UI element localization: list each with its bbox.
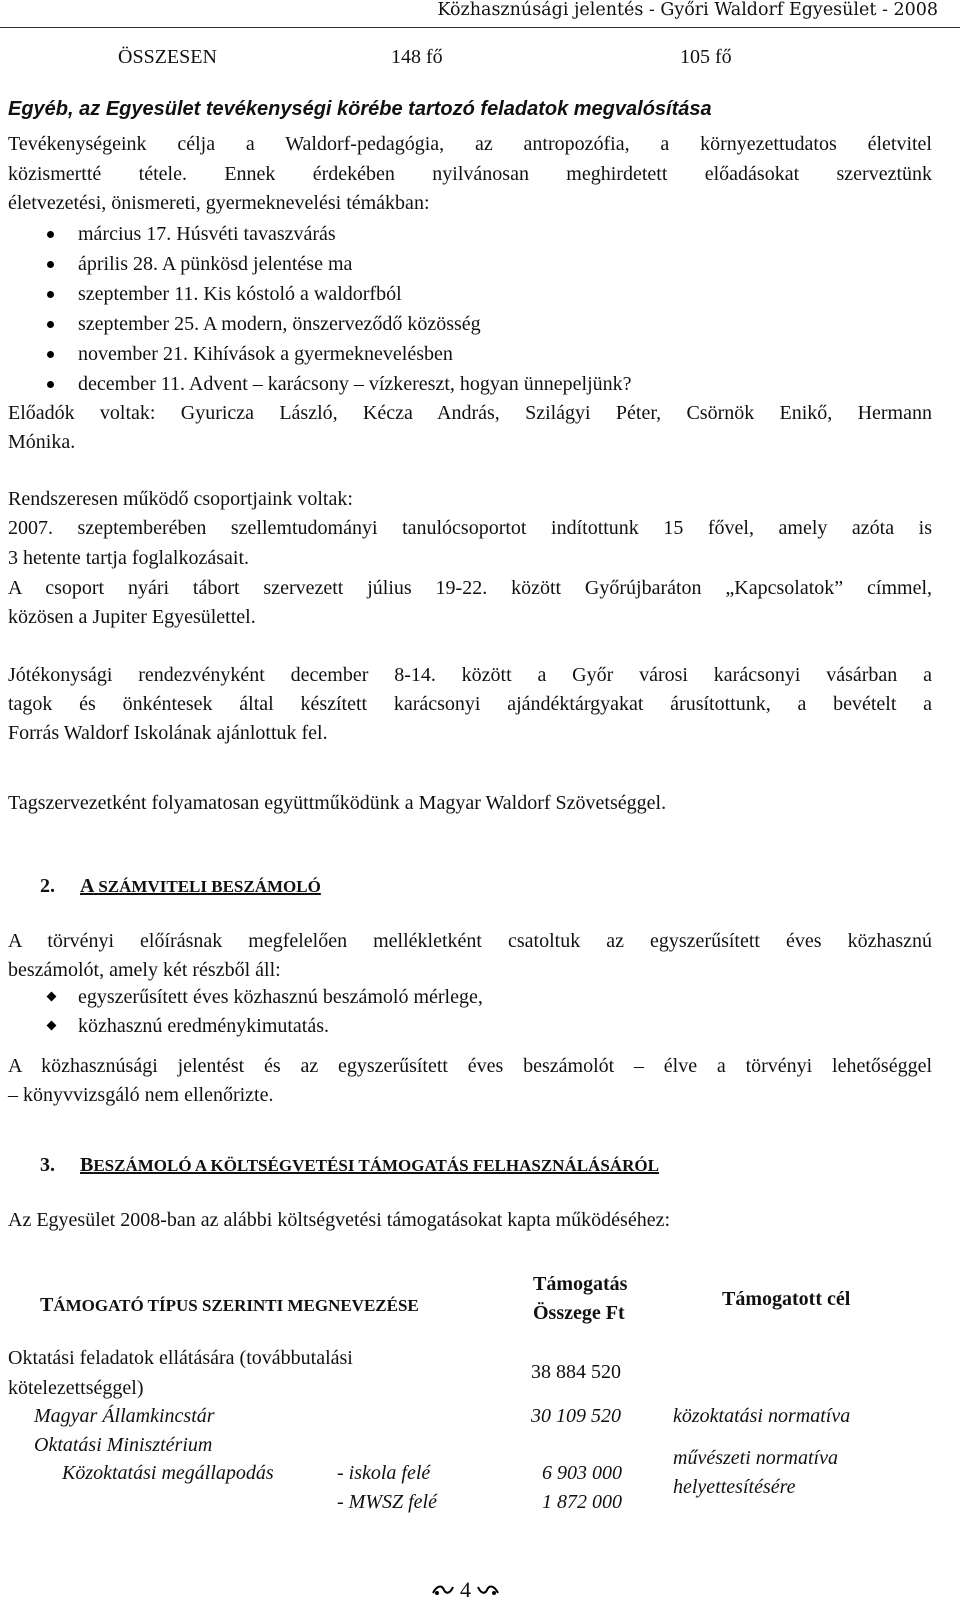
lecture-item: március 17. Húsvéti tavaszvárás bbox=[78, 223, 336, 245]
groups-line-3: A csoport nyári tábort szervezett július 19-22. között Győrújbaráton „Kapcsolatok” címmel, bbox=[8, 577, 932, 599]
bullet-dot-icon bbox=[47, 261, 54, 268]
table-row5-amount: 1 872 000 bbox=[542, 1491, 622, 1513]
table-row4-sub: - iskola felé bbox=[337, 1462, 431, 1484]
section3-number: 3. bbox=[40, 1154, 55, 1176]
summary-value-2: 105 fő bbox=[680, 46, 732, 68]
report-part-item: közhasznú eredménykimutatás. bbox=[78, 1015, 330, 1037]
table-row4-amount: 6 903 000 bbox=[542, 1462, 622, 1484]
report-part-item: egyszerűsített éves közhasznú beszámoló mérlege, bbox=[78, 986, 483, 1008]
section3-title: BESZÁMOLÓ A KÖLTSÉGVETÉSI TÁMOGATÁS FELHASZNÁLÁSÁRÓL bbox=[80, 1154, 659, 1176]
summary-value-1: 148 fő bbox=[391, 46, 443, 68]
table-header-supporter: TÁMOGATÓ TÍPUS SZERINTI MEGNEVEZÉSE bbox=[40, 1294, 419, 1316]
bullet-dot-icon bbox=[47, 291, 54, 298]
table-row2-label: Magyar Államkincstár bbox=[34, 1405, 215, 1427]
table-row1-label-line-1: Oktatási feladatok ellátására (továbbutalási bbox=[8, 1347, 353, 1369]
bullet-diamond-icon bbox=[47, 992, 57, 1002]
table-header-purpose: Támogatott cél bbox=[722, 1288, 851, 1310]
lecture-item: szeptember 25. A modern, önszerveződő közösség bbox=[78, 313, 481, 335]
summary-label: ÖSSZESEN bbox=[118, 46, 217, 68]
running-header: Közhasznúsági jelentés - Győri Waldorf Egyesület - 2008 bbox=[437, 0, 938, 20]
membership-text: Tagszervezetként folyamatosan együttműködünk a Magyar Waldorf Szövetséggel. bbox=[8, 792, 667, 814]
section2-title: A SZÁMVITELI BESZÁMOLÓ bbox=[80, 875, 321, 897]
lecture-item: november 21. Kihívások a gyermeknevelésben bbox=[78, 343, 453, 365]
page-number: 4 bbox=[460, 1577, 471, 1602]
ornament-right-icon bbox=[477, 1583, 499, 1597]
table-header-amount-line-2: Összege Ft bbox=[533, 1302, 625, 1324]
charity-line-2: tagok és önkéntesek által készített karácsonyi ajándéktárgyakat árusítottunk, a bevételt a bbox=[8, 693, 932, 715]
speakers-line-2: Mónika. bbox=[8, 431, 76, 453]
intro-line-1: Tevékenységeink célja a Waldorf-pedagógia, az antropozófia, a környezettudatos életvitel bbox=[8, 133, 932, 155]
charity-line-3: Forrás Waldorf Iskolának ajánlottuk fel. bbox=[8, 722, 328, 744]
section2-para-line-1: A törvényi előírásnak megfelelően mellékletként csatoltuk az egyszerűsített éves közhasznú bbox=[8, 930, 932, 952]
table-row2-amount: 30 109 520 bbox=[531, 1405, 621, 1427]
section3-intro: Az Egyesület 2008-ban az alábbi költségvetési támogatásokat kapta működéséhez: bbox=[8, 1209, 671, 1231]
groups-line-4: közösen a Jupiter Egyesülettel. bbox=[8, 606, 256, 628]
charity-line-1: Jótékonysági rendezvényként december 8-14. között a Győr városi karácsonyi vásárban a bbox=[8, 664, 932, 686]
speakers-line-1: Előadók voltak: Gyuricza László, Kécza András, Szilágyi Péter, Csörnök Enikő, Hermann bbox=[8, 402, 932, 424]
bullet-diamond-icon bbox=[47, 1021, 57, 1031]
table-row1-amount: 38 884 520 bbox=[531, 1361, 621, 1383]
header-rule bbox=[0, 27, 960, 28]
lecture-item: szeptember 11. Kis kóstoló a waldorfból bbox=[78, 283, 402, 305]
ornament-left-icon bbox=[432, 1583, 454, 1597]
section2-para2-line-2: – könyvvizsgáló nem ellenőrizte. bbox=[8, 1084, 274, 1106]
bullet-dot-icon bbox=[47, 231, 54, 238]
groups-line-1: 2007. szeptemberében szellemtudományi tanulócsoportot indítottunk 15 fővel, amely azóta is bbox=[8, 517, 932, 539]
section2-para-line-2: beszámolót, amely két részből áll: bbox=[8, 959, 281, 981]
groups-line-2: 3 hetente tartja foglalkozásait. bbox=[8, 547, 250, 569]
table-header-amount-line-1: Támogatás bbox=[533, 1273, 628, 1295]
intro-line-3: életvezetési, önismereti, gyermeknevelési témákban: bbox=[8, 192, 430, 214]
bullet-dot-icon bbox=[47, 381, 54, 388]
lecture-item: április 28. A pünkösd jelentése ma bbox=[78, 253, 353, 275]
bullet-dot-icon bbox=[47, 321, 54, 328]
table-row1-label-line-2: kötelezettséggel) bbox=[8, 1377, 144, 1399]
table-row4-purpose-line-2: helyettesítésére bbox=[673, 1476, 796, 1498]
section-heading-other: Egyéb, az Egyesület tevékenységi körébe tartozó feladatok megvalósítása bbox=[8, 98, 712, 120]
table-row4-label: Közoktatási megállapodás bbox=[62, 1462, 274, 1484]
page-footer bbox=[432, 1575, 499, 1605]
table-row2-purpose: közoktatási normatíva bbox=[673, 1405, 851, 1427]
groups-heading: Rendszeresen működő csoportjaink voltak: bbox=[8, 488, 353, 510]
intro-line-2: közismertté tétele. Ennek érdekében nyilvánosan meghirdetett előadásokat szerveztünk bbox=[8, 163, 932, 185]
table-row5-sub: - MWSZ felé bbox=[337, 1491, 437, 1513]
table-row4-purpose-line-1: művészeti normatíva bbox=[673, 1447, 838, 1469]
section2-number: 2. bbox=[40, 875, 55, 897]
bullet-dot-icon bbox=[47, 351, 54, 358]
section2-para2-line-1: A közhasznúsági jelentést és az egyszerűsített éves beszámolót – élve a törvényi lehetőséggel bbox=[8, 1055, 932, 1077]
table-row3-label: Oktatási Minisztérium bbox=[34, 1434, 213, 1456]
lecture-item: december 11. Advent – karácsony – vízkereszt, hogyan ünnepeljünk? bbox=[78, 373, 632, 395]
